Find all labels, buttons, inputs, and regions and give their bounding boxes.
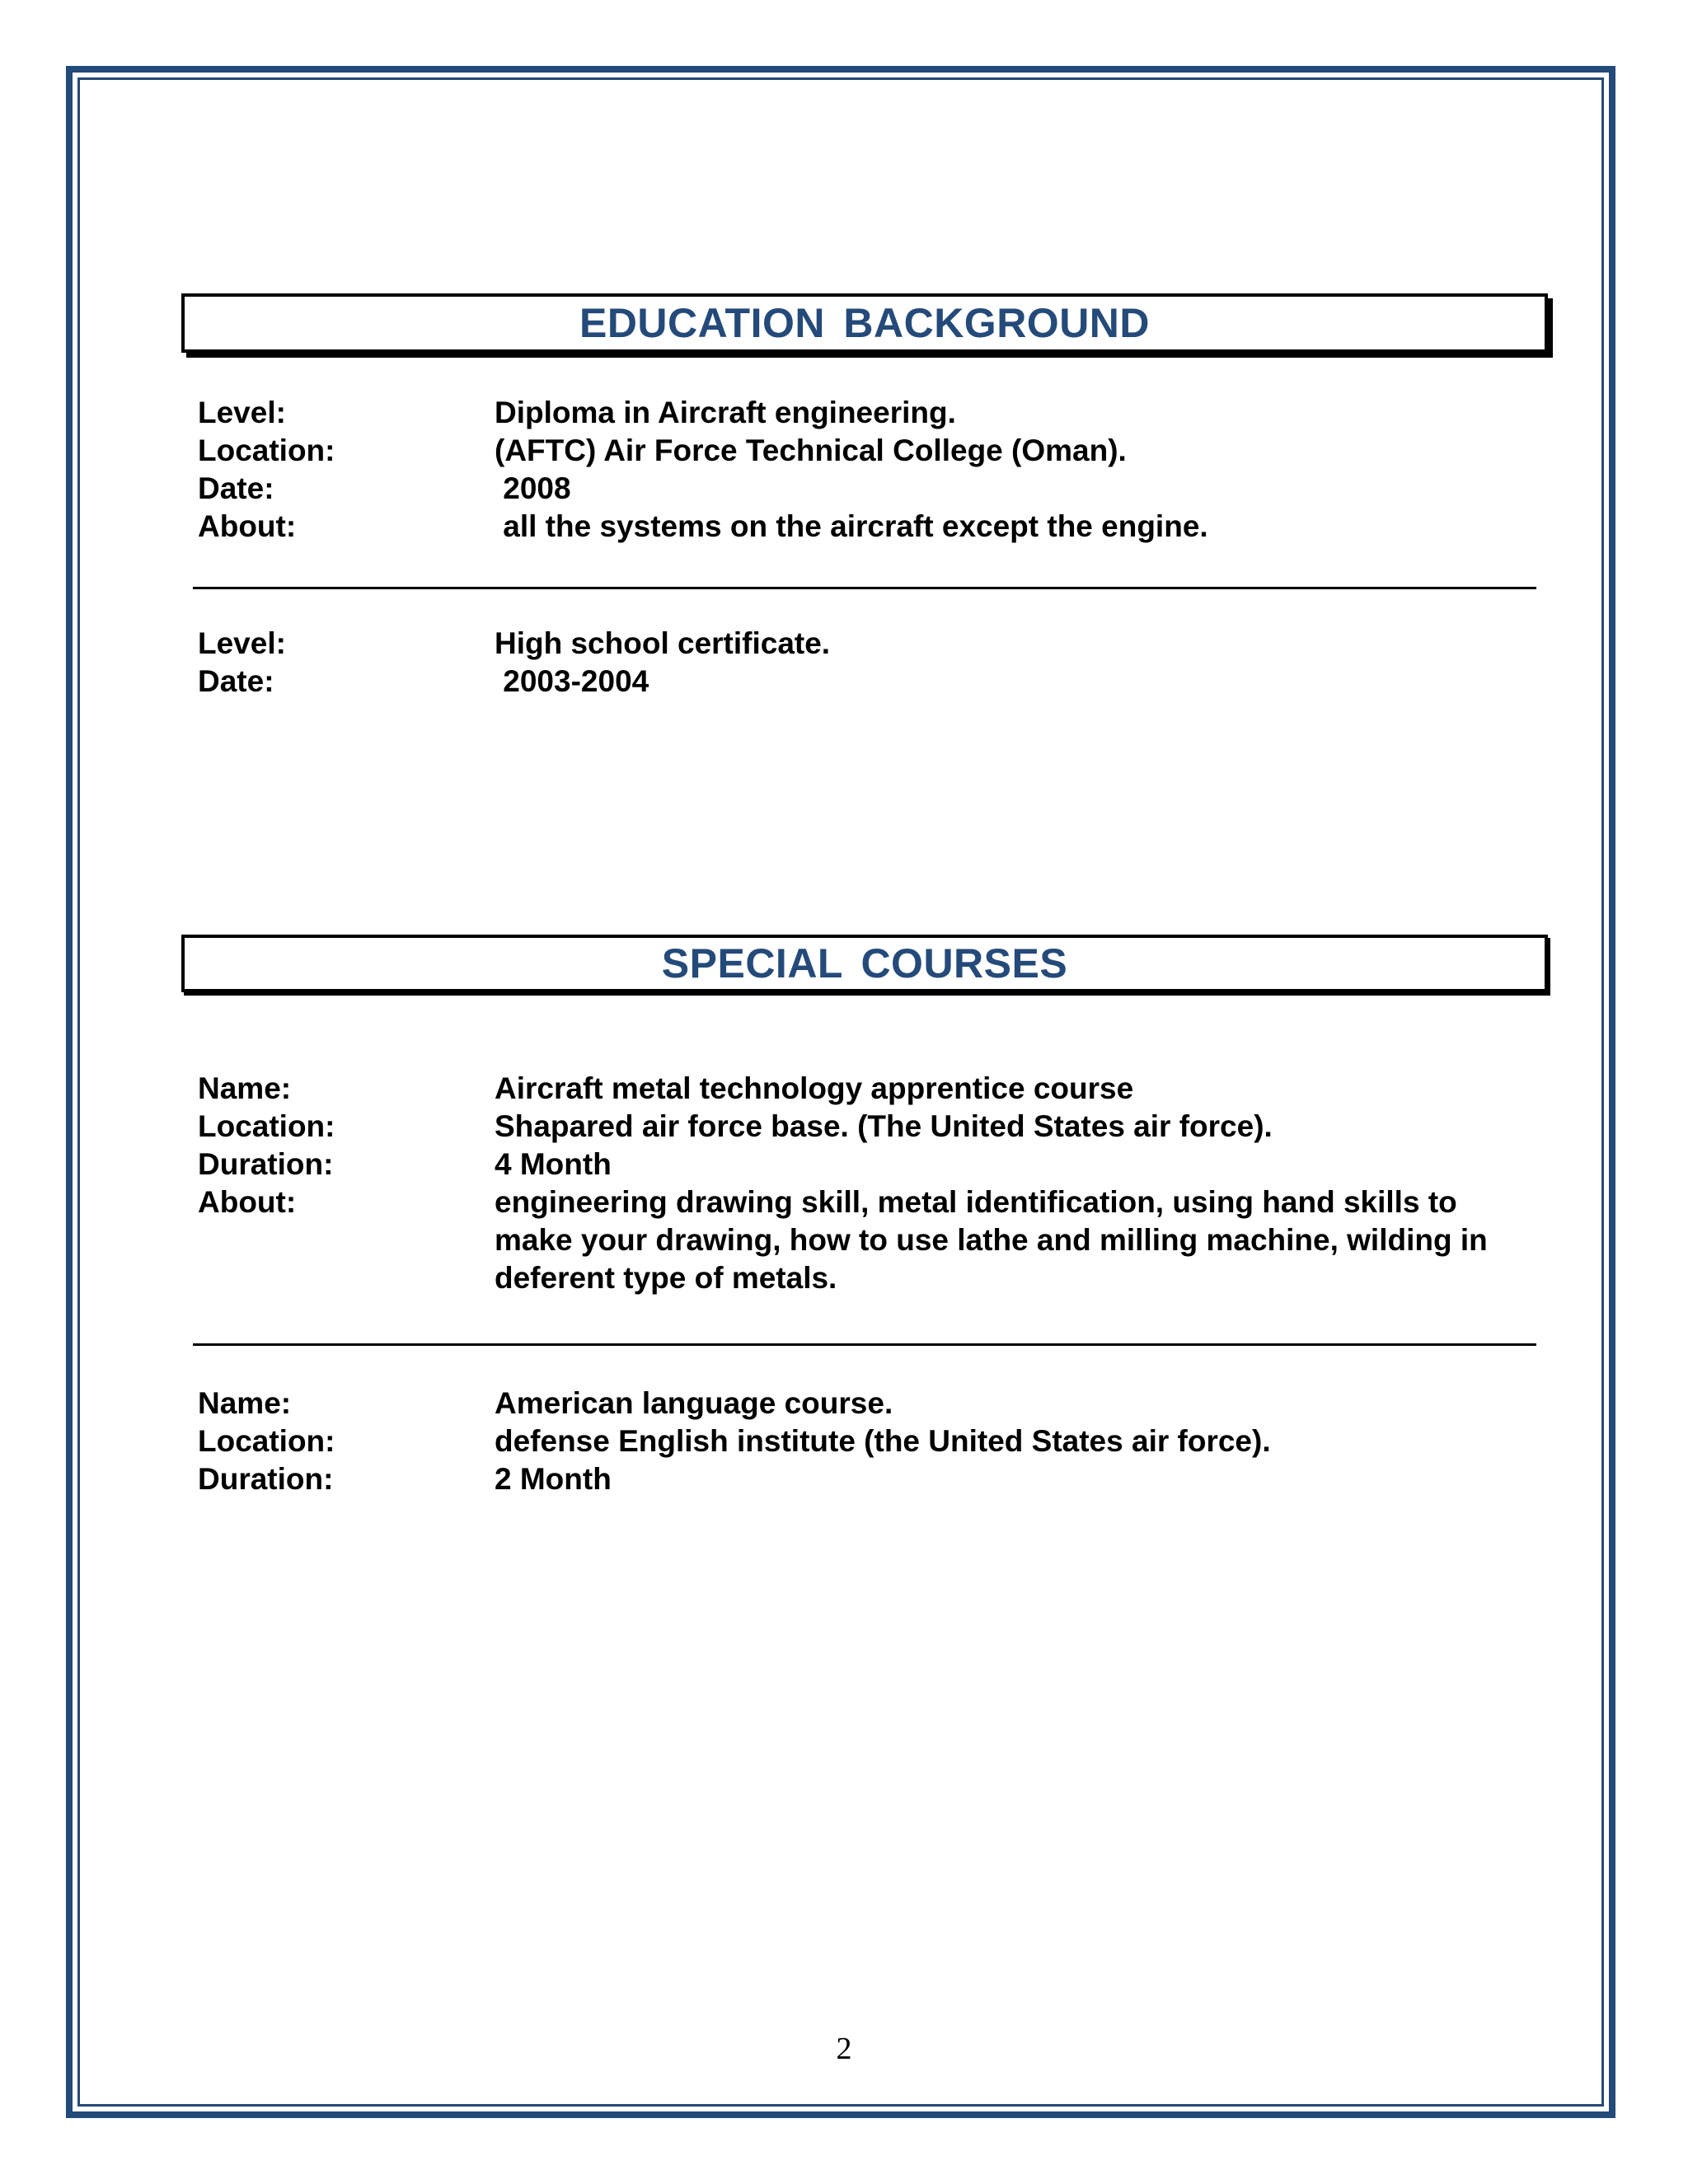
course-row-about — [198, 1183, 1550, 1297]
education-row-date — [198, 663, 1550, 701]
course-row-duration — [198, 1146, 1550, 1183]
courses-divider — [193, 1343, 1536, 1346]
field-value: 2003-2004 — [495, 664, 649, 698]
field-value: Diploma in Aircraft engineering. — [495, 396, 956, 429]
education-entry-diploma — [198, 394, 1550, 546]
course-entry-american-language — [198, 1385, 1550, 1498]
course-entry-metal-technology — [198, 1070, 1550, 1297]
field-value: American language course. — [495, 1386, 893, 1420]
field-label: Duration: — [198, 1147, 334, 1181]
field-label: Name: — [198, 1071, 292, 1105]
education-row-level — [198, 625, 1550, 663]
course-row-duration — [198, 1460, 1550, 1498]
courses-section-header — [181, 935, 1548, 992]
field-label: About: — [198, 1185, 297, 1219]
field-value: Aircraft metal technology apprentice course — [495, 1071, 1134, 1105]
course-row-location — [198, 1422, 1550, 1460]
education-entry-high-school — [198, 625, 1550, 701]
course-row-name — [198, 1385, 1550, 1422]
field-label: Duration: — [198, 1462, 334, 1496]
field-label: Level: — [198, 626, 286, 660]
field-value: all the systems on the aircraft except the engine. — [495, 509, 1208, 543]
field-value: 2008 — [495, 471, 571, 505]
field-label: Date: — [198, 471, 274, 505]
field-label: Location: — [198, 434, 335, 467]
page-number: 2 — [836, 2032, 852, 2066]
education-divider — [193, 587, 1536, 589]
field-value: High school certificate. — [495, 626, 831, 660]
education-section-header — [181, 293, 1548, 353]
field-label: Location: — [198, 1424, 335, 1458]
field-value: 2 Month — [495, 1462, 612, 1496]
field-label: Name: — [198, 1386, 292, 1420]
field-label: Location: — [198, 1109, 335, 1143]
education-row-location — [198, 432, 1550, 470]
field-label: About: — [198, 509, 297, 543]
field-label: Date: — [198, 664, 274, 698]
education-row-about — [198, 508, 1550, 546]
education-section-title: EDUCATION BACKGROUND — [579, 300, 1151, 346]
field-value: Shapared air force base. (The United States air force). — [495, 1109, 1273, 1143]
education-row-level — [198, 394, 1550, 432]
field-value: engineering drawing skill, metal identification, using hand skills to make your drawing, how to use lathe and milling machine, wilding in deferent type of metals. — [495, 1185, 1488, 1295]
course-row-name — [198, 1070, 1550, 1108]
field-label: Level: — [198, 396, 286, 429]
course-row-location — [198, 1108, 1550, 1146]
courses-section-title: SPECIAL COURSES — [661, 940, 1068, 987]
field-value: 4 Month — [495, 1147, 612, 1181]
field-value: (AFTC) Air Force Technical College (Oman). — [495, 434, 1127, 467]
education-row-date — [198, 470, 1550, 508]
field-value: defense English institute (the United States air force). — [495, 1424, 1271, 1458]
